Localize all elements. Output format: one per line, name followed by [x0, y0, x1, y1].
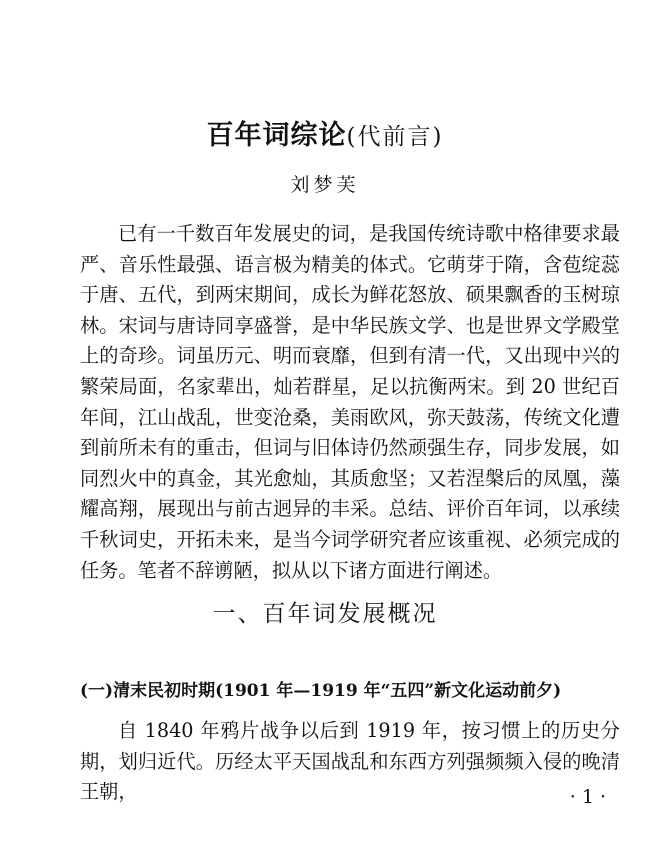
title-suffix: (代前言) — [346, 124, 444, 150]
title-main: 百年词综论 — [206, 120, 347, 151]
section-heading: 一、百年词发展概况 — [212, 601, 438, 627]
section-paragraph: 自 1840 年鸦片战争以后到 1919 年，按习惯上的历史分期，划归近代。历经太平天国战乱和东西方列强频频入侵的晚清王朝， — [80, 719, 620, 804]
page-number: · 1 · — [569, 786, 606, 808]
page-title — [0, 118, 650, 155]
subsection-heading: (一)清末民初时期(1901 年—1919 年“五四”新文化运动前夕) — [80, 681, 562, 701]
author-name: 刘梦芙 — [290, 174, 360, 196]
intro-paragraph: 已有一千数百年发展史的词，是我国传统诗歌中格律要求最严、音乐性最强、语言极为精美的体式。它萌芽于隋，含苞绽蕊于唐、五代，到两宋期间，成长为鲜花怒放、硕果飘香的玉树琼林。宋词与唐诗同享盛誉，是中华民族文学、也是世界文学殿堂上的奇珍。词虽历元、明而衰靡，但到有清一代，又出现中兴的繁荣局面，名家辈出，灿若群星，足以抗衡两宋。到 20 世纪百年间，江山战乱，世变沧桑，美雨欧风，弥天鼓荡，传统文化遭到前所未有的重击，但词与旧体诗仍然顽强生存，同步发展，如同烈火中的真金，其光愈灿，其质愈坚；又若涅槃后的凤凰，藻耀高翔，展现出与前古迥异的丰采。总结、评价百年词，以承续千秋词史，开拓未来，是当今词学研究者应该重视、必须完成的任务。笔者不辞谫陋，拟从以下诸方面进行阐述。 — [80, 222, 620, 582]
